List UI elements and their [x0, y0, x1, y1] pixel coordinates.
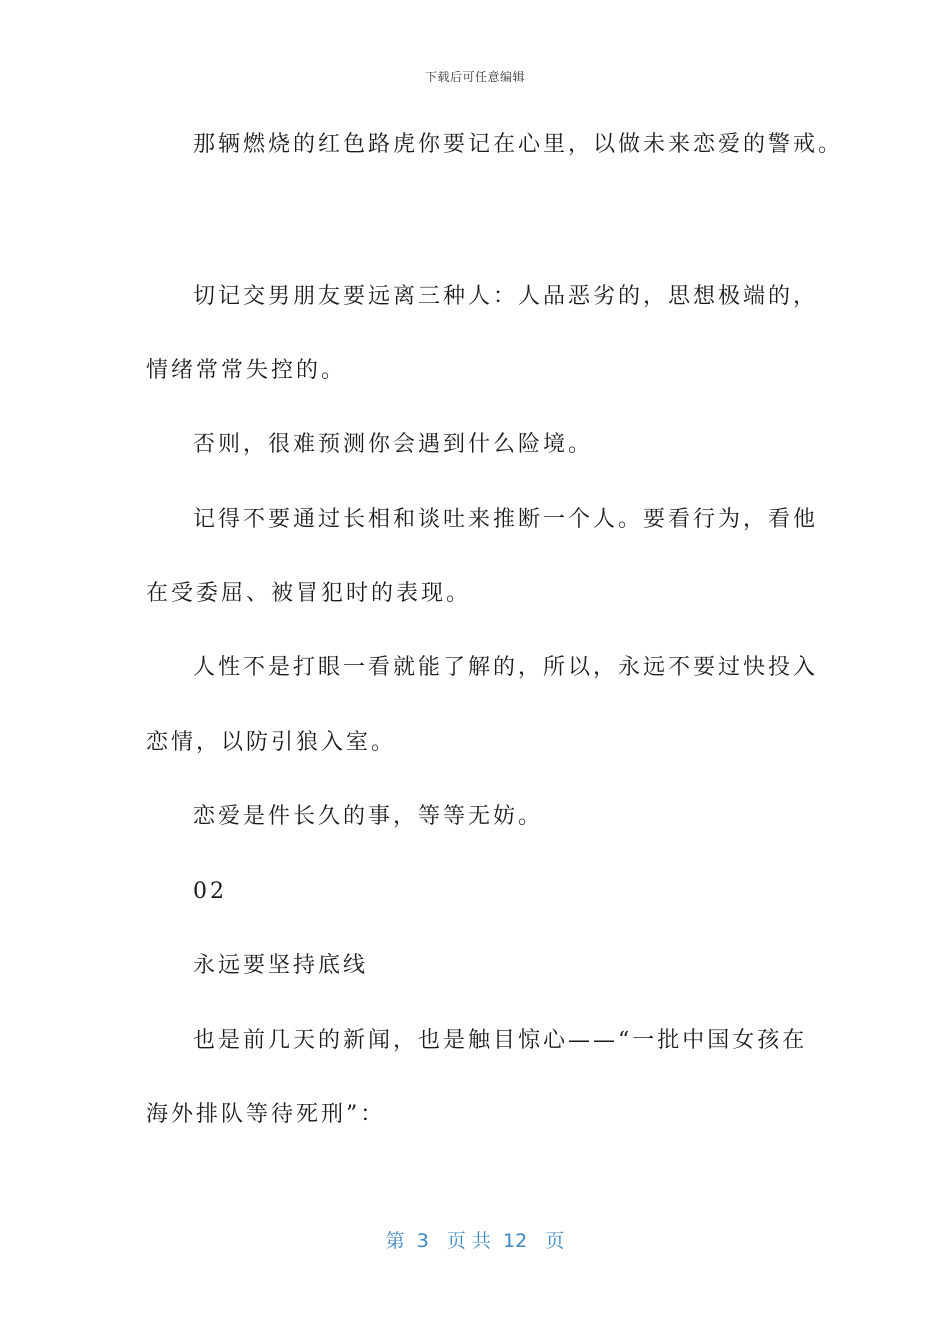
paragraph-line: 那辆燃烧的红色路虎你要记在心里，以做未来恋爱的警戒。	[193, 132, 844, 157]
section-number: 02	[193, 879, 227, 904]
paragraph-line: 否则，很难预测你会遇到什么险境。	[193, 432, 594, 457]
page-number: 第 3 页 共 12 页	[385, 1230, 565, 1252]
download-note: 下载后可任意编辑	[424, 70, 525, 84]
paragraph-line: 切记交男朋友要远离三种人：人品恶劣的，思想极端的，	[193, 284, 819, 309]
paragraph-line: 人性不是打眼一看就能了解的，所以，永远不要过快投入	[193, 655, 819, 680]
paragraph-line: 在受委屈、被冒犯时的表现。	[146, 581, 472, 606]
paragraph-line: 也是前几天的新闻，也是触目惊心——“一批中国女孩在	[193, 1028, 808, 1053]
paragraph-line: 记得不要通过长相和谈吐来推断一个人。要看行为，看他	[193, 507, 819, 532]
paragraph-line: 恋情，以防引狼入室。	[146, 730, 397, 755]
paragraph-line: 海外排队等待死刑”：	[146, 1102, 386, 1127]
paragraph-line: 恋爱是件长久的事，等等无妨。	[193, 804, 544, 829]
paragraph-line: 情绪常常失控的。	[146, 358, 347, 383]
section-heading: 永远要坚持底线	[193, 953, 369, 978]
